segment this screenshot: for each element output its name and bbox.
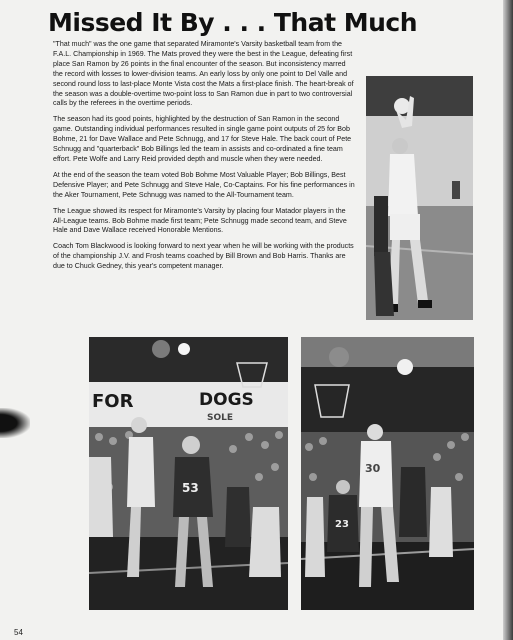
page-headline: Missed It By . . . That Much xyxy=(48,8,418,37)
banner-text-sole: SOLE xyxy=(207,413,234,423)
page-edge-shadow xyxy=(503,0,513,640)
rebound-photo-right xyxy=(301,337,474,610)
jersey-number-23: 23 xyxy=(335,519,349,530)
article-paragraph: At the end of the season the team voted Bob Bohme Most Valuable Player; Bob Billings, Best Defensive Player; and Pete Schnugg and Steve Hale, Co-Captains. For his fine performances in the Aker Tournament, Pete Schnugg was named to the All-Tournament team. xyxy=(53,170,355,199)
banner-text-dogs: DOGS xyxy=(199,390,254,410)
banner-text-for: FOR xyxy=(92,391,134,412)
article-paragraph: The season had its good points, highlighted by the destruction of San Ramon in the second game. Outstanding individual performances resulted in single game point outputs of 25 for Bob Bohme, 21 for Dave Wallace and Pete Schnugg, and 17 for Steve Hale. The back court of Pete Schnugg and "quarterback" Bob Billings led the team in assists and co-ordinated a fine team effort. Pete Wolfe and Larry Reid provided depth and muscle when they were needed. xyxy=(53,115,352,163)
rebound-photo-left xyxy=(89,337,288,610)
article-paragraph: Coach Tom Blackwood is looking forward to next year when he will be working with the products of the championship J.V. and Frosh teams coached by Bill Brown and Bob Harris. Thanks are due to Chuck Gedney, this year's competent manager. xyxy=(53,242,354,271)
article-paragraph: "That much" was the one game that separated Miramonte's Varsity basketball team from the F.A.L. Championship in 1969. The Mats proved they were the best in the League, defeating first place San Ramon by 26 points in the final encounter of the season. But inconsistency marred the record with losses to lower-division teams. An early loss by only one point to Del Valle and second round loss to last-place Monte Vista cost the Mats a first-place finish. The heart-break of the season was a double-overtime two-point loss to San Ramon due in part to two controversial calls by the referees in the overtime periods. xyxy=(53,40,354,108)
binding-tab-shadow xyxy=(0,408,30,438)
jersey-number-53: 53 xyxy=(182,481,199,495)
page-number: 54 xyxy=(14,628,23,637)
player-shooting-photo xyxy=(366,76,473,320)
article-body xyxy=(53,40,355,278)
jersey-number-30: 30 xyxy=(365,462,381,475)
article-paragraph: The League showed its respect for Miramonte's Varsity by placing four Matador players in the All-League teams. Bob Bohme made first team; Pete Schnugg made second team, and Steve Hale and Dave Wallace received Honorable Mentions. xyxy=(53,206,347,235)
